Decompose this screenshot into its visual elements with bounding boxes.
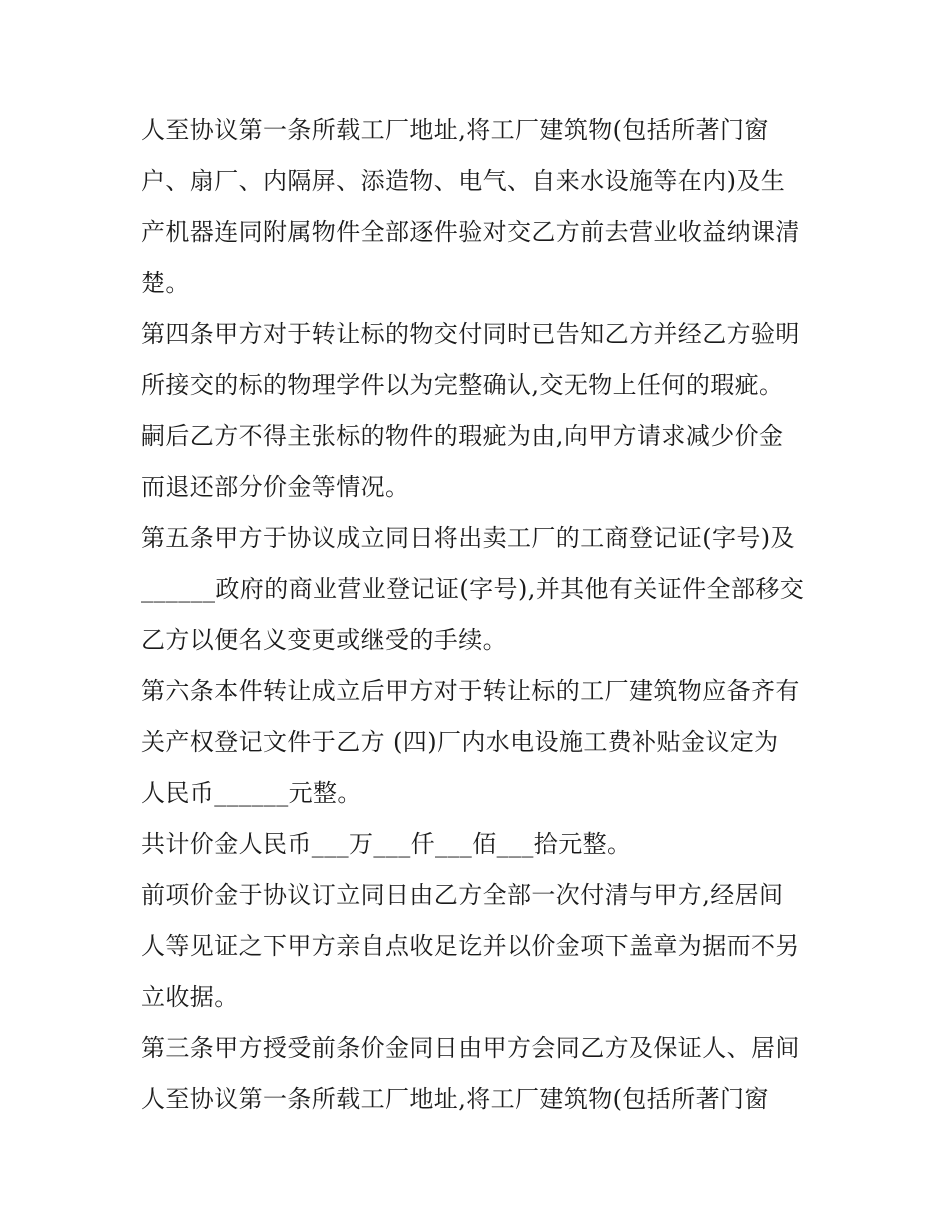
text-line: 嗣后乙方不得主张标的物件的瑕疵为由,向甲方请求减少价金: [141, 422, 784, 450]
text-line: 立收据。: [141, 983, 239, 1011]
text-line: 乙方以便名义变更或继受的手续。: [141, 626, 507, 654]
text-line: 而退还部分价金等情况。: [141, 473, 410, 501]
text-line: 人民币______元整。: [141, 779, 362, 807]
text-line: 共计价金人民币___万___仟___佰___拾元整。: [141, 830, 632, 858]
text-line: 产机器连同附属物件全部逐件验对交乙方前去营业收益纳课清: [141, 218, 800, 246]
text-line: 关产权登记文件于乙方 (四)厂内水电设施工费补贴金议定为: [141, 728, 779, 756]
text-line: 人等见证之下甲方亲自点收足讫并以价金项下盖章为据而不另: [141, 932, 800, 960]
text-line: 所接交的标的物理学件以为完整确认,交无物上任何的瑕疵。: [141, 371, 784, 399]
text-line: 楚。: [141, 269, 190, 297]
text-line: 第六条本件转让成立后甲方对于转让标的工厂建筑物应备齐有: [141, 677, 800, 705]
text-line: 第五条甲方于协议成立同日将出卖工厂的工商登记证(字号)及: [141, 524, 795, 552]
text-line: 人至协议第一条所载工厂地址,将工厂建筑物(包括所著门窗: [141, 1085, 769, 1113]
text-line: 前项价金于协议订立同日由乙方全部一次付清与甲方,经居间: [141, 881, 784, 909]
text-line: 第三条甲方授受前条价金同日由甲方会同乙方及保证人、居间: [141, 1034, 800, 1062]
text-line: 人至协议第一条所载工厂地址,将工厂建筑物(包括所著门窗: [141, 116, 769, 144]
text-line: 第四条甲方对于转让标的物交付同时已告知乙方并经乙方验明: [141, 320, 800, 348]
text-line: ______政府的商业营业登记证(字号),并其他有关证件全部移交: [141, 575, 805, 603]
document-body: [141, 105, 821, 1125]
text-line: 户、扇厂、内隔屏、添造物、电气、自来水设施等在内)及生: [141, 167, 786, 195]
